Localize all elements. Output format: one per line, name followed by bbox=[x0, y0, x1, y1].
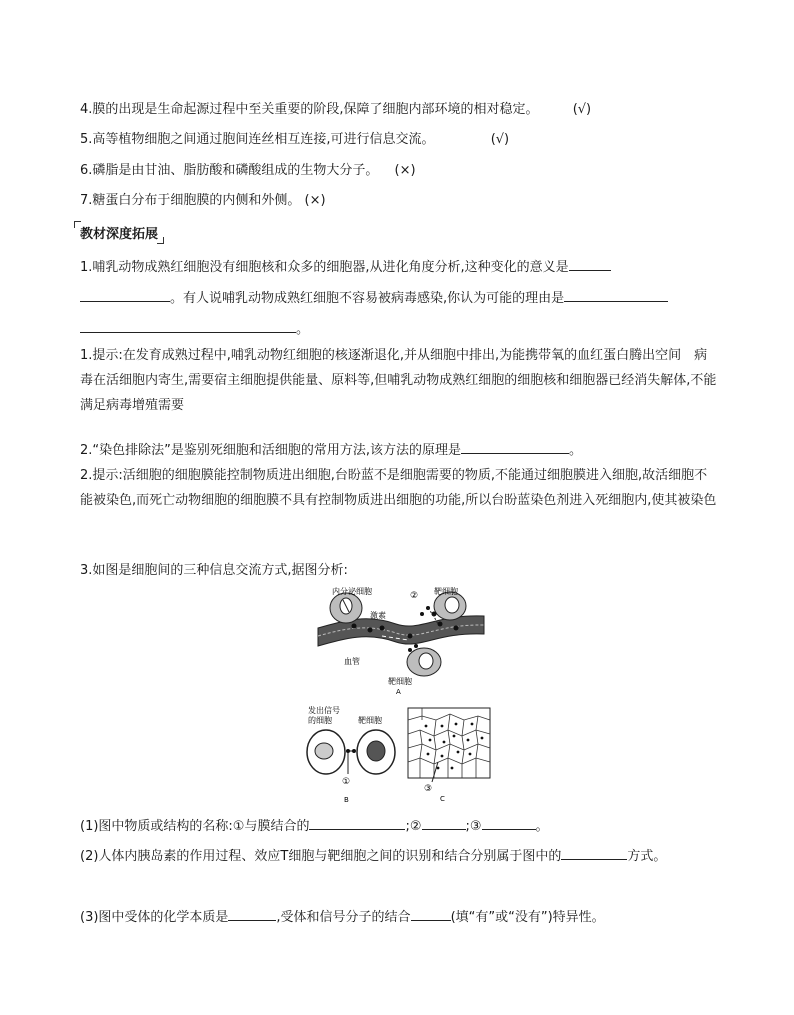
question-3-2: (2)人体内胰岛素的作用过程、效应T细胞与靶细胞之间的识别和结合分别属于图中的 方式。 bbox=[80, 845, 666, 866]
label-target: 靶细胞 bbox=[358, 716, 382, 725]
figure-b bbox=[304, 704, 400, 804]
label-num3: ③ bbox=[424, 784, 433, 794]
answer-blank[interactable] bbox=[569, 256, 611, 271]
question-1-line1 bbox=[80, 256, 611, 277]
answer-blank[interactable] bbox=[228, 906, 276, 921]
question-1-line2 bbox=[80, 287, 668, 308]
question-end: 。 bbox=[296, 322, 310, 337]
question-1-line3 bbox=[80, 318, 309, 339]
figure-c bbox=[406, 706, 492, 804]
label-b: B bbox=[344, 796, 349, 804]
statement-text: 6.磷脂是由甘油、脂肪酸和磷酸组成的生物大分子。 bbox=[80, 163, 379, 178]
answer-mark: (√) bbox=[572, 102, 592, 117]
question-3-1: (1)图中物质或结构的名称:①与膜结合的 ;② ;③ 。 bbox=[80, 815, 549, 836]
label-target-top: 靶细胞 bbox=[434, 587, 458, 596]
answer-mark: (√) bbox=[490, 132, 510, 147]
answer-blank[interactable] bbox=[461, 439, 569, 454]
question-text: 1.哺乳动物成熟红细胞没有细胞核和众多的细胞器,从进化角度分析,这种变化的意义是 bbox=[80, 260, 569, 275]
answer-blank[interactable] bbox=[564, 287, 668, 302]
answer-blank[interactable] bbox=[561, 845, 627, 860]
answer-mark: (×) bbox=[304, 193, 326, 208]
question-text: (2)人体内胰岛素的作用过程、效应T细胞与靶细胞之间的识别和结合分别属于图中的 bbox=[80, 849, 562, 864]
question-text: 2.“染色排除法”是鉴别死细胞和活细胞的常用方法,该方法的原理是 bbox=[80, 443, 462, 458]
question-text: (1)图中物质或结构的名称:①与膜结合的 bbox=[80, 819, 310, 834]
statement-text: 5.高等植物细胞之间通过胞间连丝相互连接,可进行信息交流。 bbox=[80, 132, 435, 147]
answer-2: 2.提示:活细胞的细胞膜能控制物质进出细胞,台盼蓝不是细胞需要的物质,不能通过细胞膜进入细胞,故活细胞不能被染色,而死亡动物细胞的细胞膜不具有控制物质进出细胞的功能,所以台盼蓝染色剂进入死细胞内,使其被染色 bbox=[80, 468, 717, 508]
section-title: 教材深度拓展 bbox=[76, 223, 162, 242]
statement-text: 7.糖蛋白分布于细胞膜的内侧和外侧。 bbox=[80, 193, 301, 208]
question-3-3: (3)图中受体的化学本质是 ,受体和信号分子的结合 (填“有”或“没有”)特异性。 bbox=[80, 906, 605, 927]
statement-5 bbox=[80, 131, 509, 149]
question-text: (3)图中受体的化学本质是 bbox=[80, 910, 229, 925]
answer-blank[interactable] bbox=[422, 815, 466, 830]
label-num2: ② bbox=[410, 591, 419, 601]
question-2 bbox=[80, 439, 582, 460]
label-sender-2: 的细胞 bbox=[308, 716, 332, 725]
question-end: 。 bbox=[569, 443, 583, 458]
answer-mark: (×) bbox=[394, 163, 416, 178]
answer-blank[interactable] bbox=[80, 318, 296, 333]
label-num1: ① bbox=[342, 777, 351, 787]
label-vessel: 血管 bbox=[344, 657, 360, 666]
answer-1: 1.提示:在发育成熟过程中,哺乳动物红细胞的核逐渐退化,并从细胞中排出,为能携带氧的血红蛋白腾出空间 病毒在活细胞内寄生,需要宿主细胞提供能量、原料等,但哺乳动物成熟红细胞的细胞核和细胞器已经消失解体,不能满足病毒增殖需要 bbox=[80, 348, 717, 413]
figure-a bbox=[316, 584, 486, 696]
answer-blank[interactable] bbox=[309, 815, 405, 830]
statement-7 bbox=[80, 192, 326, 210]
label-target-bottom: 靶细胞 bbox=[388, 677, 412, 686]
statement-4 bbox=[80, 101, 591, 119]
label-sender-1: 发出信号 bbox=[308, 706, 340, 715]
answer-blank[interactable] bbox=[482, 815, 536, 830]
statement-text: 4.膜的出现是生命起源过程中至关重要的阶段,保障了细胞内部环境的相对稳定。 bbox=[80, 102, 539, 117]
question-3-intro: 3.如图是细胞间的三种信息交流方式,据图分析: bbox=[80, 563, 348, 578]
answer-blank[interactable] bbox=[411, 906, 451, 921]
statement-6 bbox=[80, 162, 416, 180]
question-text: 。有人说哺乳动物成熟红细胞不容易被病毒感染,你认为可能的理由是 bbox=[170, 291, 565, 306]
label-hormone: 激素 bbox=[370, 611, 386, 620]
answer-blank[interactable] bbox=[80, 287, 170, 302]
label-c: C bbox=[440, 795, 445, 803]
label-a: A bbox=[396, 688, 401, 696]
label-secretory-cell: 内分泌细胞 bbox=[332, 587, 372, 596]
